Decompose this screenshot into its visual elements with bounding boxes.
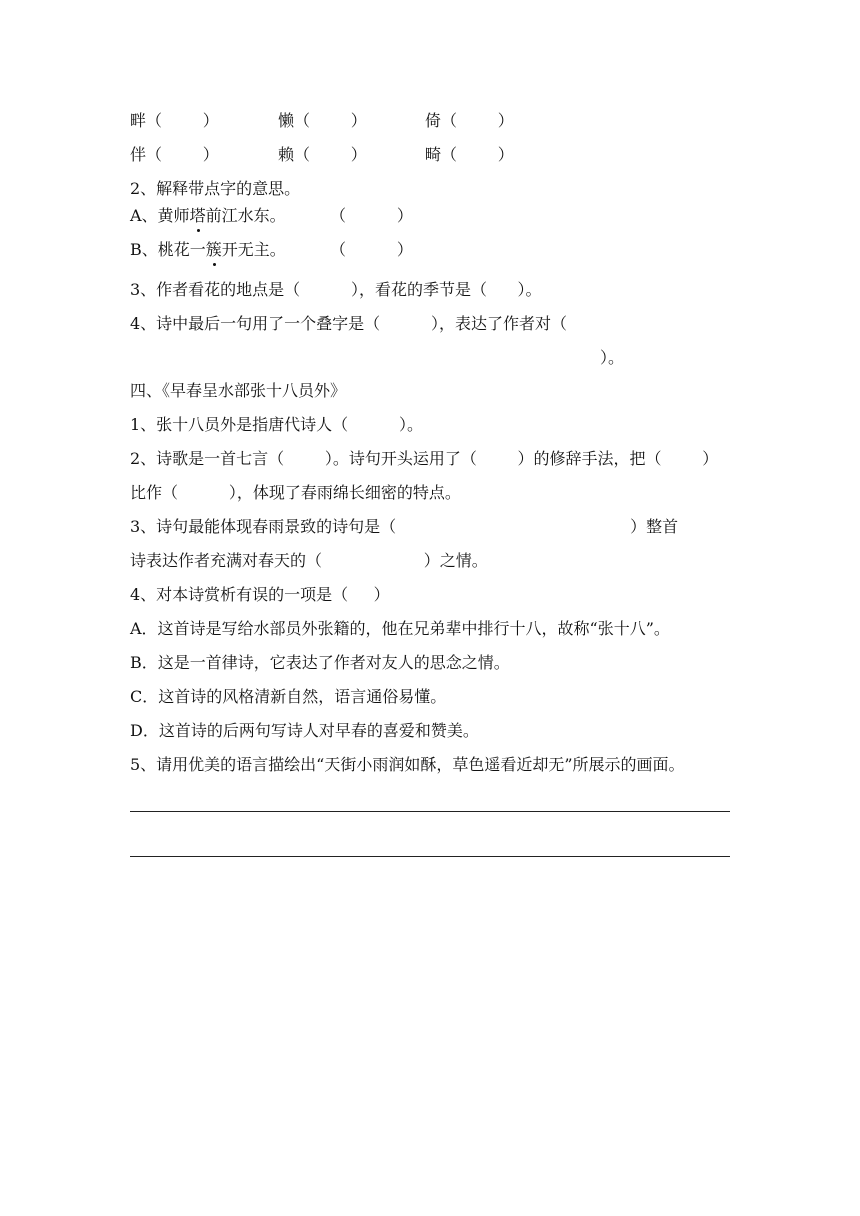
s4-question-4-title: 4、对本诗赏析有误的一项是（ ） [130, 585, 390, 604]
option-a: A．这首诗是写给水部员外张籍的，他在兄弟辈中排行十八，故称“张十八”。 [130, 619, 670, 638]
pinyin-item: 懒（ ） [278, 111, 367, 130]
question-4-line1: 4、诗中最后一句用了一个叠字是（ ），表达了作者对（ [130, 314, 568, 333]
question-3: 3、作者看花的地点是（ ），看花的季节是（ ）。 [130, 280, 542, 299]
question-2b [130, 240, 286, 260]
pinyin-item: 畸（ ） [425, 145, 514, 164]
option-d: D．这首诗的后两句写诗人对早春的喜爱和赞美。 [130, 721, 479, 740]
pinyin-item: 畔（ ） [130, 111, 219, 130]
q2b-suffix: 开无主。 [221, 240, 286, 259]
s4-question-3-line1: 3、诗句最能体现春雨景致的诗句是（ ）整首 [130, 517, 679, 536]
answer-line [130, 811, 730, 812]
dotted-character: 塔 [189, 206, 206, 225]
question-2-title: 2、解释带点字的意思。 [130, 179, 301, 198]
pinyin-item: 伴（ ） [130, 145, 219, 164]
s4-question-1: 1、张十八员外是指唐代诗人（ ）。 [130, 415, 424, 434]
dotted-character: 簇 [205, 240, 222, 259]
answer-line [130, 856, 730, 857]
answer-blank: （ ） [330, 206, 413, 225]
q2a-prefix: A、黄师 [130, 206, 190, 225]
question-4-line2: ）。 [600, 348, 625, 367]
pinyin-item: 倚（ ） [425, 111, 514, 130]
s4-question-2-line2: 比作（ ），体现了春雨绵长细密的特点。 [130, 483, 461, 502]
pinyin-item: 赖（ ） [278, 145, 367, 164]
section-title: 四、《早春呈水部张十八员外》 [130, 381, 347, 400]
s4-question-3-line2: 诗表达作者充满对春天的（ ）之情。 [130, 551, 488, 570]
answer-blank: （ ） [330, 240, 413, 259]
question-2a [130, 206, 286, 226]
s4-question-2-line1: 2、诗歌是一首七言（ ）。诗句开头运用了（ ）的修辞手法，把（ ） [130, 449, 719, 468]
option-b: B．这是一首律诗，它表达了作者对友人的思念之情。 [130, 653, 510, 672]
q2b-prefix: B、桃花一 [130, 240, 206, 259]
option-c: C．这首诗的风格清新自然，语言通俗易懂。 [130, 687, 447, 706]
s4-question-5: 5、请用优美的语言描绘出“天街小雨润如酥，草色遥看近却无”所展示的画面。 [130, 755, 685, 774]
q2a-suffix: 前江水东。 [205, 206, 286, 225]
